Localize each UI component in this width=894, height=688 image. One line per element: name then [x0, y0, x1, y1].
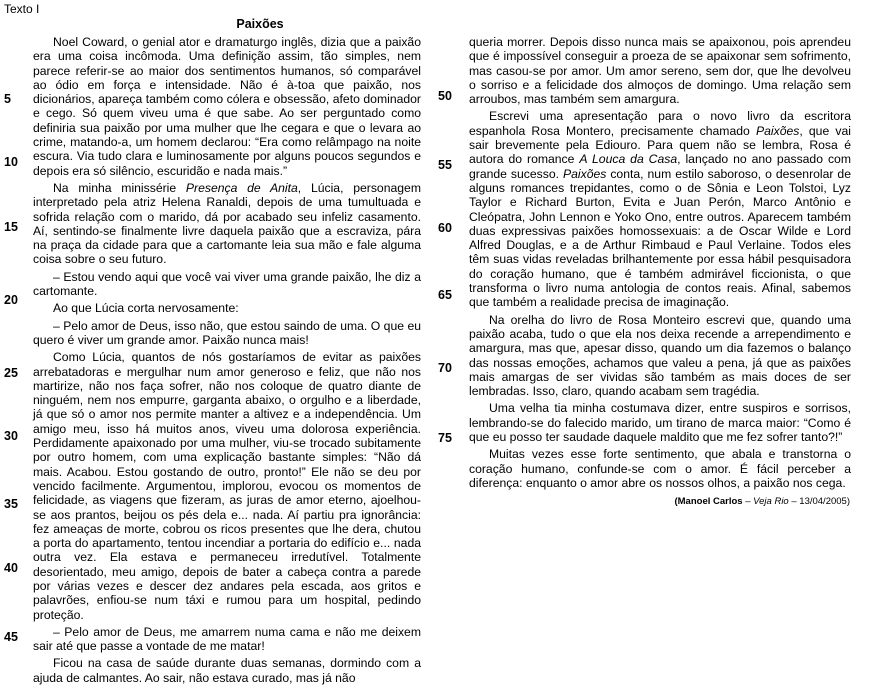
line-number: 45 [4, 630, 18, 644]
paragraph: Uma velha tia minha costumava dizer, entre suspiros e sorrisos, lembrando-se do falecido marido, um tirano de marca maior: “Como é que eu posso ter saudade daquele maldito que me fez sofrer tanto?!” [469, 401, 851, 445]
paragraph: Na minha minissérie Presença de Anita, Lúcia, personagem interpretado pela atriz Helena Ranaldi, depois de uma tumultuada e sofrida relação com o marido, dá por acabado seu infeliz casamento. Aí, sentindo-se finalmente livre daquela paixão que a escraviza, pára na praça da cidade para que a cartomante leia sua mão e fale alguma coisa sobre o seu futuro. [33, 180, 421, 267]
paragraph: Escrevi uma apresentação para o novo livro da escritora espanhola Rosa Montero, precisamente chamado Paixões, que vai sair brevemente pela Ediouro. Para quem não se lembra, Rosa é autora do romance A Louca da Casa, lançado no ano passado com grande sucesso. Paixões conta, num estilo saboroso, o desenrolar de alguns romances trepidantes, como o de Sônia e Leon Tolstoi, Lyz Taylor e Richard Burton, Evita e Juan Perón, Marco Antônio e Cleópatra, John Lennon e Yoko Ono, entre outros. Aparecem também duas expressivas paixões homossexuais: a de Oscar Wilde e Lord Alfred Douglas, e a de Arthur Rimbaud e Paul Verlaine. Todos eles têm suas vidas reveladas brilhantemente por essa hábil pesquisadora do coração humano, que é também admirável ficcionista, o que transforma o livro numa antologia de contos reais. Afinal, sabemos que também a realidade precisa de imaginação. [469, 109, 851, 310]
paragraph: Muitas vezes esse forte sentimento, que abala e transtorna o coração humano, confunde-se com o amor. É fácil perceber a diferença: enquanto o amor abre os nossos olhos, a paixão nos cega. [469, 447, 851, 490]
line-number: 20 [4, 293, 18, 307]
line-number: 40 [4, 561, 18, 575]
line-number: 30 [4, 429, 18, 443]
source-citation: (Manoel Carlos – Veja Rio – 13/04/2005) [674, 496, 850, 507]
paragraph: Como Lúcia, quantos de nós gostaríamos de evitar as paixões arrebatadoras e mergulhar num amor generoso e feliz, que não nos martirize, não nos faça sofrer, não nos coloque de quatro diante de ninguém, nem nos empurre, garganta abaixo, o orgulho e a liberdade, já que só o amor nos permite manter a altivez e a independência. Um amigo meu, isso há muitos anos, viveu uma dolorosa experiência. Perdidamente apaixonado por uma mulher, viu-se trocado subitamente por outro homem, com uma explicação bastante simples: “Não dá mais. Acabou. Estou gostando de outro, pronto!” Ele não se deu por vencido facilmente. Argumentou, implorou, evocou os momentos de felicidade, as viagens que fizeram, as juras de amor eterno, ajoelhou-se aos prantos, beijou os pés dela e... nada. Aí partiu pra ignorância: fez ameaças de morte, cobrou os ricos presentes que lhe dera, chutou a porta do apartamento, tentou incendiar a portaria do edifício e... nada outra vez. Ela estava e permaneceu irredutível. Totalmente desorientado, meu amigo, depois de bater a cabeça contra a parede por várias vezes e descer dez andares pela escada, aos gritos e palavrões, enfiou-se num táxi e rumou para um hospital, pedindo proteção. [33, 350, 421, 622]
line-number: 5 [4, 92, 11, 106]
line-number: 75 [438, 431, 452, 445]
paragraph: Noel Coward, o genial ator e dramaturgo inglês, dizia que a paixão era uma coisa incômoda. Uma definição assim, tão simples, nem parece referir-se ao maior dos sentimentos humanos, só comparável ao ódio em força e intensidade. Não é à-toa que paixão, nos dicionários, apareça também como cólera e obsessão, afeto dominador e cego. Só quem viveu uma é que sabe. Ao ser perguntado como definiria sua paixão por uma mulher que lhe cegara e que o levara ao crime, matando-a, um homem declarou: “Era como relâmpago na noite escura. Via tudo clara e luminosamente por alguns poucos segundos e depois era só silêncio, escuridão e nada mais.” [33, 35, 421, 178]
line-number: 50 [438, 89, 452, 103]
line-number: 65 [438, 288, 452, 302]
text-column-left [33, 35, 421, 688]
line-number: 25 [4, 366, 18, 380]
text-column-right [469, 35, 851, 493]
paragraph: – Pelo amor de Deus, isso não, que estou saindo de uma. O que eu quero é viver um grande amor. Paixão nunca mais! [33, 318, 421, 347]
text-label: Texto I [4, 2, 40, 16]
line-number: 70 [438, 361, 452, 375]
line-number: 60 [438, 221, 452, 235]
line-number: 35 [4, 497, 18, 511]
paragraph: Ao que Lúcia corta nervosamente: [53, 301, 239, 316]
paragraph: Ficou na casa de saúde durante duas semanas, dormindo com a ajuda de calmantes. Ao sair, não estava curado, mas já não [33, 656, 421, 685]
paragraph: – Estou vendo aqui que você vai viver uma grande paixão, lhe diz a cartomante. [33, 269, 421, 299]
line-number: 10 [4, 155, 18, 169]
paragraph: – Pelo amor de Deus, me amarrem numa cama e não me deixem sair até que passe a vontade de me matar! [33, 624, 421, 654]
line-number: 55 [438, 158, 452, 172]
line-number: 15 [4, 220, 18, 234]
page-title: Paixões [236, 17, 284, 31]
paragraph: Na orelha do livro de Rosa Monteiro escrevi que, quando uma paixão acaba, tudo o que ela nos deixa recende a arrependimento e amargura, mas que, apesar disso, quando um dia fazemos o balanço das nossas emoções, achamos que valeu a pena, já que as paixões mais amargas de ser vividas são também as mais doces de ser lembradas. Isso, claro, quando acabam sem tragédia. [469, 312, 851, 399]
paragraph: queria morrer. Depois disso nunca mais se apaixonou, pois aprendeu que é impossível conseguir a proeza de se apaixonar sem sofrimento, mas casou-se por amor. Um amor sereno, sem dor, que lhe devolveu o sorriso e a felicidade dos almoços de domingo. Uma relação sem arroubos, mas também sem amargura. [469, 35, 851, 107]
